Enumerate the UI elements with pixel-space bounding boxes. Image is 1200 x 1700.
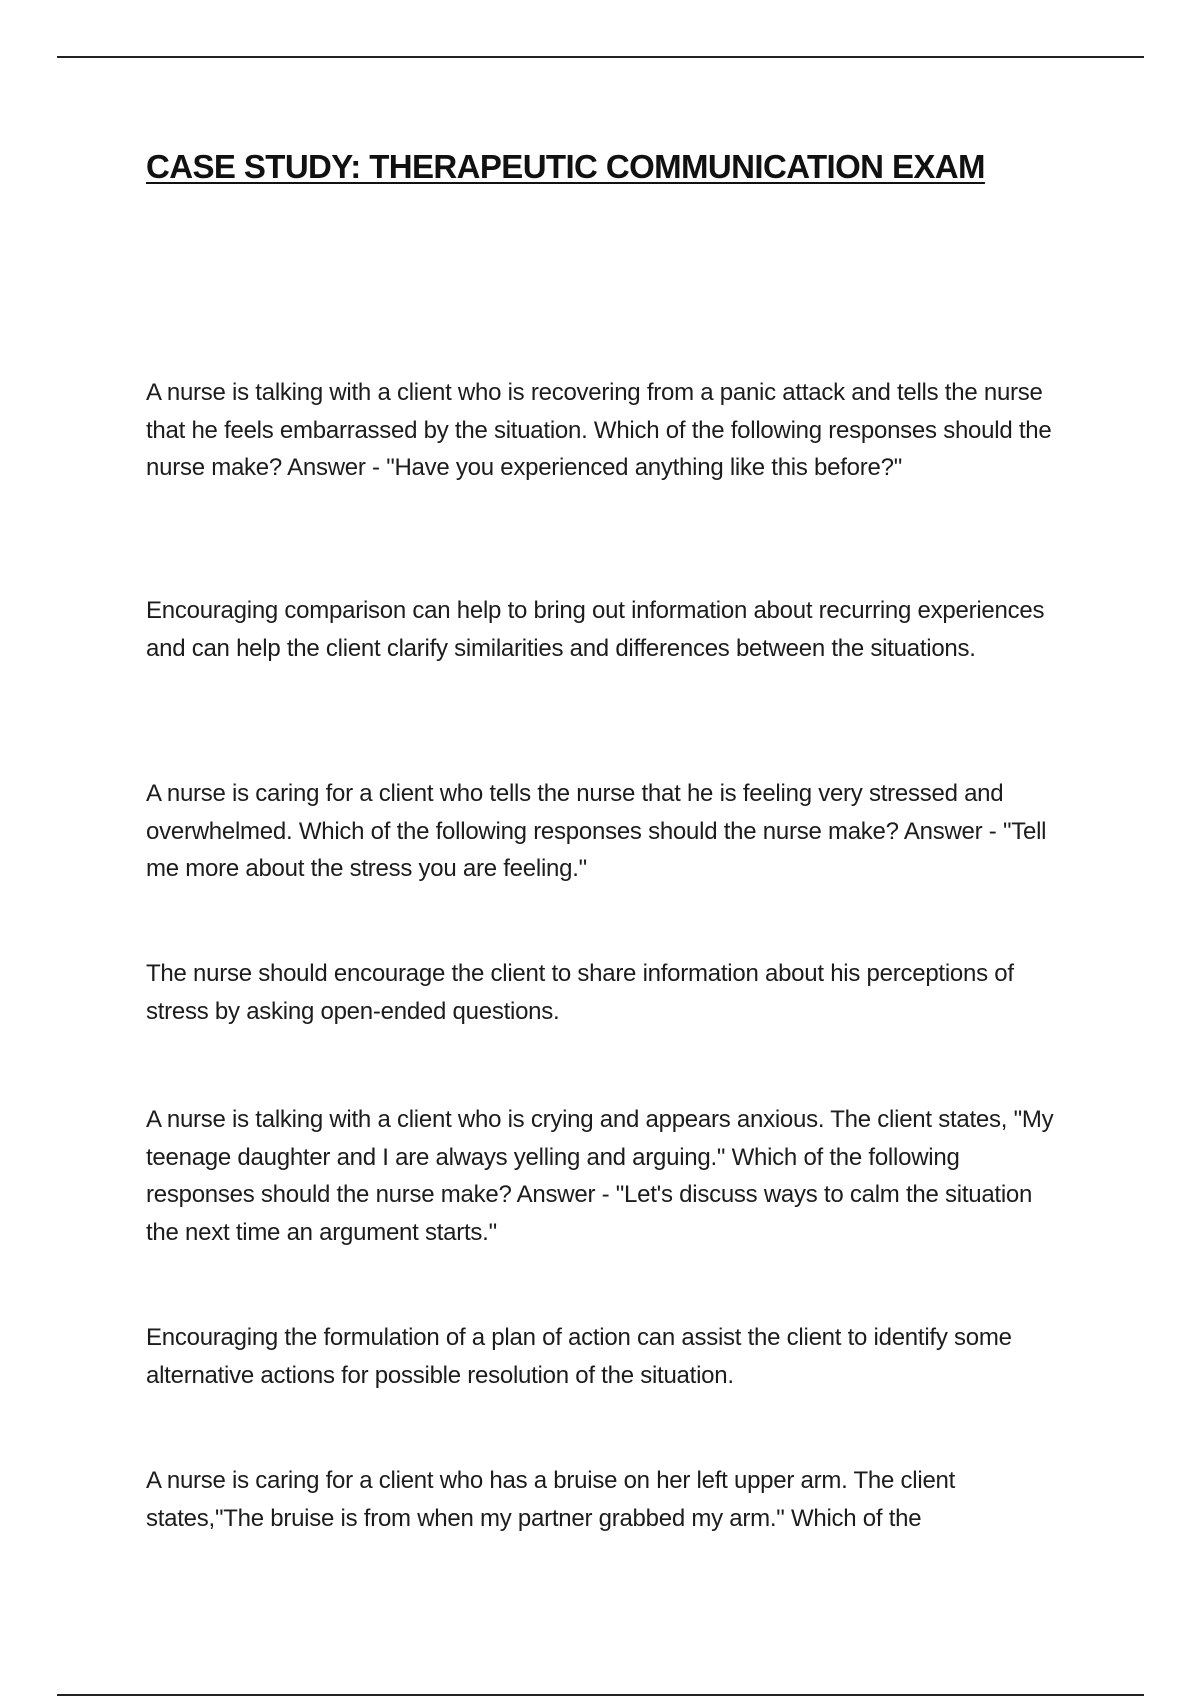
- rationale-paragraph-3: Encouraging the formulation of a plan of action can assist the client to identify some alternative actions for possible resolution of the situation.: [146, 1324, 1012, 1389]
- question-paragraph-4: A nurse is caring for a client who has a bruise on her left upper arm. The client states,"The bruise is from when my partner grabbed my arm." Which of the: [146, 1467, 956, 1532]
- rationale-paragraph-1: Encouraging comparison can help to bring out information about recurring experiences and can help the client clarify similarities and differences between the situations.: [146, 597, 1045, 662]
- document-title: CASE STUDY: THERAPEUTIC COMMUNICATION EXAM: [146, 148, 985, 185]
- top-divider: [57, 56, 1144, 58]
- bottom-divider: [57, 1694, 1144, 1696]
- question-paragraph-3: A nurse is talking with a client who is crying and appears anxious. The client states, "My teenage daughter and I are always yelling and arguing." Which of the following responses should the nurse make? Answer - "Let's discuss ways to calm the situation the next time an argument starts.": [146, 1106, 1054, 1246]
- rationale-paragraph-2: The nurse should encourage the client to share information about his perceptions of stress by asking open-ended questions.: [146, 960, 1014, 1025]
- question-paragraph-2: A nurse is caring for a client who tells the nurse that he is feeling very stressed and overwhelmed. Which of the following responses should the nurse make? Answer - "Tell me more about the stress you are feeling.": [146, 780, 1047, 882]
- question-paragraph-1: A nurse is talking with a client who is recovering from a panic attack and tells the nurse that he feels embarrassed by the situation. Which of the following responses should the nurse make? Answer - "Have you experienced anything like this before?": [146, 379, 1052, 481]
